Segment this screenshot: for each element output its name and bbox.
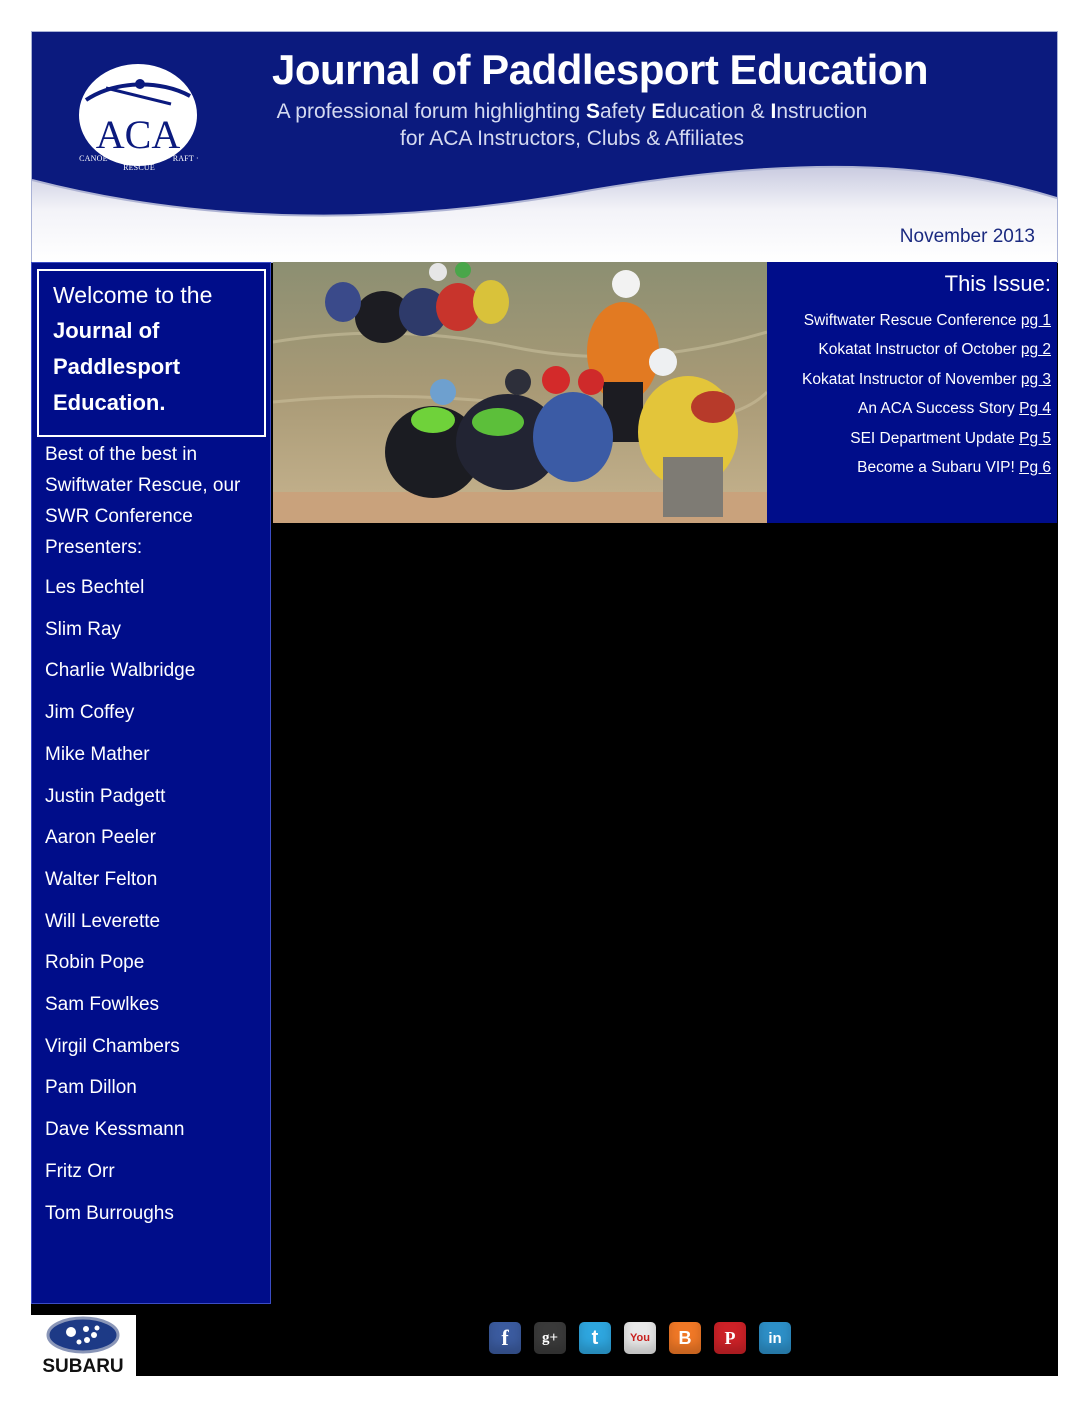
- toc-page-link[interactable]: Pg 6: [1019, 459, 1051, 477]
- toc-list: [802, 306, 1051, 482]
- presenter-name: Slim Ray: [45, 618, 122, 640]
- facebook-icon[interactable]: f: [489, 1322, 521, 1354]
- presenter-name: Justin Padgett: [45, 785, 166, 807]
- newsletter-page: [31, 31, 1058, 1376]
- welcome-line: Welcome to the: [53, 282, 213, 308]
- masthead: [31, 31, 1058, 263]
- social-links: [489, 1321, 791, 1355]
- toc-item: [802, 365, 1051, 394]
- toc-item-label: An ACA Success Story: [858, 400, 1020, 418]
- presenter-name: Robin Pope: [45, 952, 145, 974]
- toc-page-link[interactable]: pg 3: [1020, 370, 1051, 388]
- sponsor-name: SUBARU: [42, 1356, 124, 1376]
- toc-item: [802, 453, 1051, 482]
- subaru-logo[interactable]: [31, 1315, 136, 1376]
- presenter-list: [45, 567, 195, 1234]
- toc-item-label: Kokatat Instructor of October: [818, 341, 1021, 359]
- toc-item-label: Swiftwater Rescue Conference: [803, 312, 1021, 329]
- blogger-icon[interactable]: B: [669, 1322, 701, 1354]
- presenter-name: Les Bechtel: [45, 577, 145, 598]
- presenters-intro: Best of the best in Swiftwater Rescue, our SWR Conference Presenters:: [45, 444, 241, 558]
- presenter-name: Sam Fowlkes: [45, 994, 160, 1016]
- presenter-name: Will Leverette: [45, 910, 161, 932]
- toc-item: [802, 335, 1051, 364]
- presenter-name: Walter Felton: [45, 868, 158, 890]
- subtitle-letter: S: [585, 100, 600, 123]
- welcome-line: Education.: [53, 390, 166, 415]
- toc-page-link[interactable]: pg 2: [1020, 341, 1051, 359]
- presenter-name: Dave Kessmann: [45, 1119, 185, 1141]
- issue-date: November 2013: [899, 226, 1035, 247]
- subtitle-text: afety: [600, 100, 652, 123]
- toc-item-label: Become a Subaru VIP!: [857, 459, 1020, 477]
- pinterest-icon[interactable]: P: [714, 1322, 746, 1354]
- toc-item: [802, 306, 1051, 335]
- presenter-name: Mike Mather: [45, 743, 150, 765]
- twitter-icon[interactable]: t: [579, 1322, 611, 1354]
- linkedin-icon[interactable]: in: [759, 1322, 791, 1354]
- welcome-box: [37, 269, 266, 437]
- toc-item-label: SEI Department Update: [850, 429, 1020, 447]
- toc-item: [802, 424, 1051, 453]
- presenter-name: Charlie Walbridge: [45, 660, 196, 682]
- subtitle-letter: I: [770, 100, 777, 123]
- presenter-name: Jim Coffey: [45, 702, 135, 724]
- subtitle-letter: E: [651, 100, 666, 123]
- journal-title: Journal of Paddlesport Education: [272, 46, 929, 93]
- presenter-name: Virgil Chambers: [45, 1035, 180, 1057]
- subtitle-text: nstruction: [776, 100, 868, 123]
- google-plus-icon[interactable]: g+: [534, 1322, 566, 1354]
- toc-page-link[interactable]: Pg 4: [1019, 400, 1051, 418]
- toc-page-link[interactable]: Pg 5: [1019, 429, 1051, 447]
- toc-page-link[interactable]: pg 1: [1020, 312, 1051, 329]
- subtitle-text: A professional forum highlighting: [276, 100, 586, 123]
- toc-item-label: Kokatat Instructor of November: [802, 370, 1021, 388]
- subtitle-text: ducation &: [665, 100, 771, 123]
- youtube-icon[interactable]: You: [624, 1322, 656, 1354]
- toc-heading: This Issue:: [944, 271, 1051, 296]
- welcome-line: Paddlesport: [53, 354, 181, 379]
- presenter-name: Tom Burroughs: [45, 1202, 174, 1224]
- toc-item: [802, 394, 1051, 423]
- presenter-name: Pam Dillon: [45, 1077, 137, 1099]
- logo-tagline: CANOE · KAYAK · SUP · RAFT · RESCUE: [79, 154, 199, 172]
- journal-subtitle: [262, 98, 882, 152]
- table-of-contents: [767, 262, 1057, 523]
- rescue-training-photo: [273, 262, 767, 523]
- sidebar: [31, 262, 271, 1304]
- subtitle-line2: for ACA Instructors, Clubs & Affiliates: [400, 127, 744, 150]
- logo-text: ACA: [95, 112, 181, 157]
- presenter-name: Aaron Peeler: [45, 827, 156, 849]
- welcome-line: Journal of: [53, 318, 160, 343]
- presenter-name: Fritz Orr: [45, 1160, 115, 1182]
